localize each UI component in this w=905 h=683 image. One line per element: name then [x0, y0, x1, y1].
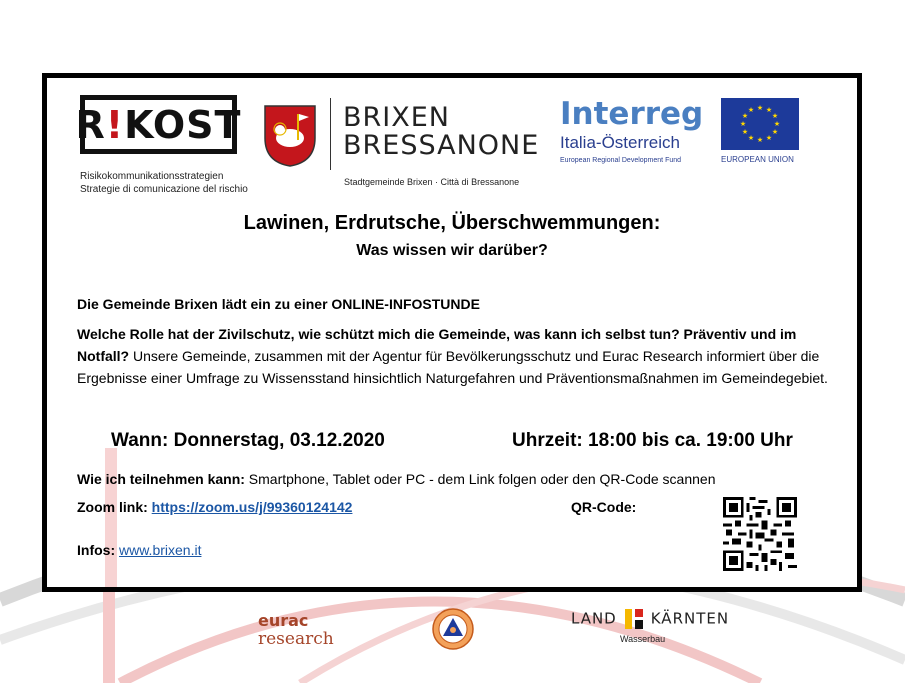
eurac-logo: eurac research: [258, 611, 334, 649]
invite-text: Die Gemeinde Brixen lädt ein zu einer ONLINE-INFOSTUNDE: [77, 296, 480, 312]
svg-text:★: ★: [771, 112, 779, 120]
svg-text:★: ★: [771, 128, 779, 136]
interreg-fund-text: European Regional Development Fund: [560, 157, 682, 164]
brixen-separator: [330, 98, 331, 170]
svg-text:★: ★: [765, 134, 773, 142]
eu-flag-icon: [721, 98, 799, 150]
description-paragraph: [77, 323, 837, 389]
page-subtitle: Was wissen wir darüber?: [356, 242, 548, 259]
svg-text:★: ★: [741, 128, 749, 136]
interreg-logo-text: Interreg: [560, 96, 704, 132]
infos-label: Infos:: [77, 542, 116, 558]
eu-label: EUROPEAN UNION: [721, 155, 794, 164]
svg-text:★: ★: [739, 120, 747, 128]
svg-text:★: ★: [765, 106, 773, 114]
participation-text: [77, 468, 715, 490]
description-rest: Unsere Gemeinde, zusammen mit der Agentur für Bevölkerungsschutz und Eurac Research informiert über die Ergebnisse einer Umfrage zu Wissensstand hinsichtlich Naturgefahren und Präventionsmaßnahmen im Gemeindegebiet.: [77, 348, 828, 386]
rikost-subtitle: Risikokommunikationsstrategien Strategie di comunicazione del rischio: [80, 171, 248, 195]
participation-detail: Smartphone, Tablet oder PC - dem Link folgen oder den QR-Code scannen: [244, 471, 716, 487]
event-card: [42, 73, 862, 592]
qr-code[interactable]: [723, 497, 797, 571]
brixen-crest-icon: [263, 102, 317, 168]
participation-label: Wie ich teilnehmen kann:: [77, 471, 245, 487]
rikost-logo: R ! KOST: [80, 95, 237, 154]
kaernten-mark-icon: [625, 609, 643, 629]
civil-protection-emblem-icon: [432, 608, 474, 650]
event-time: Uhrzeit: 18:00 bis ca. 19:00 Uhr: [512, 430, 793, 451]
infos-link[interactable]: www.brixen.it: [119, 542, 202, 558]
svg-text:★: ★: [756, 104, 764, 112]
qr-label: QR-Code:: [571, 499, 637, 515]
page-title: Lawinen, Erdrutsche, Überschwemmungen:: [243, 212, 661, 234]
description-question: Welche Rolle hat der Zivilschutz, wie schützt mich die Gemeinde, was kann ich selbst tun? Präventiv und im Notfall?: [77, 326, 797, 364]
svg-text:★: ★: [741, 112, 749, 120]
interreg-subtitle: Italia-Österreich: [560, 133, 680, 152]
svg-text:★: ★: [747, 134, 755, 142]
svg-text:★: ★: [773, 120, 781, 128]
brixen-logo-text: BRIXEN BRESSANONE: [343, 102, 540, 161]
svg-text:★: ★: [756, 136, 764, 144]
infos-row: [77, 539, 201, 561]
zoom-link[interactable]: https://zoom.us/j/99360124142: [151, 499, 353, 515]
zoom-row: [77, 496, 352, 518]
zoom-label: Zoom link:: [77, 499, 148, 515]
kaernten-logo: LAND KÄRNTEN: [571, 609, 730, 628]
event-date: Wann: Donnerstag, 03.12.2020: [111, 430, 385, 451]
kaernten-subtitle: Wasserbau: [620, 634, 666, 644]
brixen-subtitle: Stadtgemeinde Brixen · Città di Bressanone: [344, 177, 520, 187]
svg-text:★: ★: [747, 106, 755, 114]
